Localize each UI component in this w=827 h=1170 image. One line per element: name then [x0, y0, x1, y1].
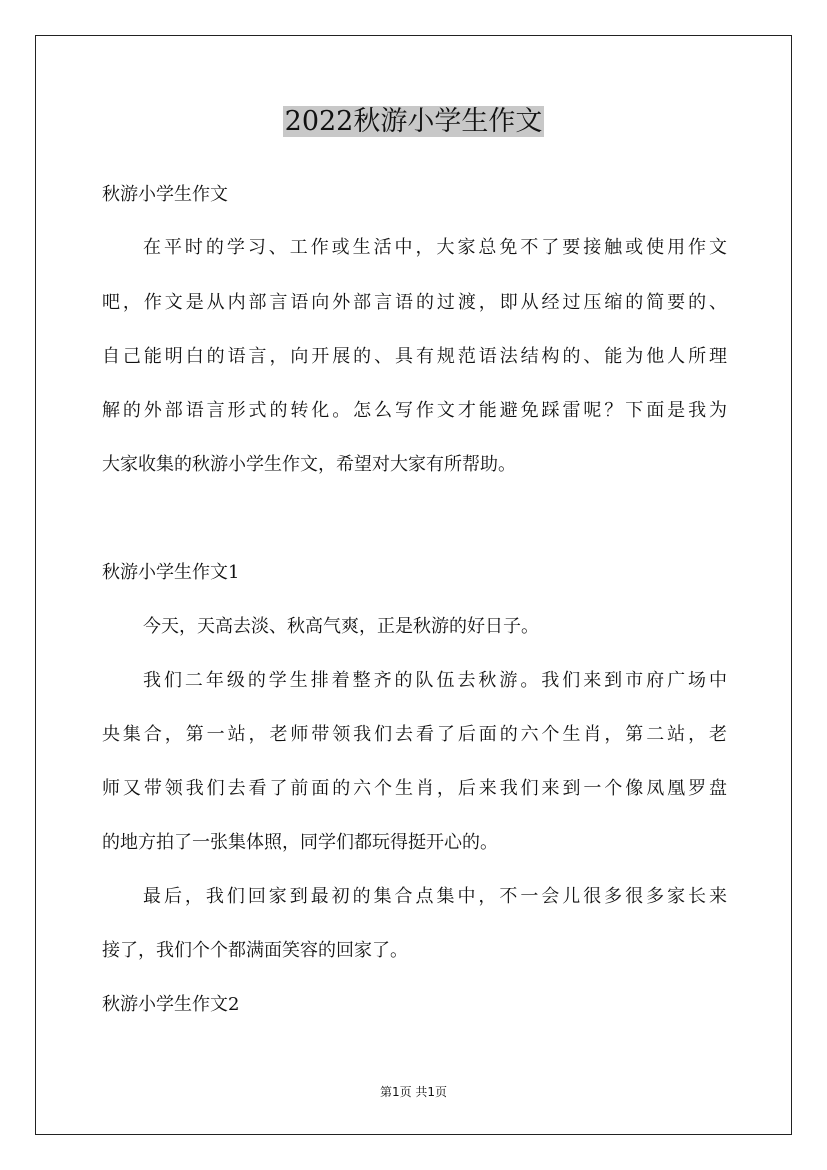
paragraph-line: 今天，天高去淡、秋高气爽，正是秋游的好日子。 [143, 616, 539, 637]
page-footer: 第1页 共1页 [379, 1085, 448, 1099]
paragraph-line: 的地方拍了一张集体照，同学们都玩得挺开心的。 [102, 832, 498, 853]
paragraph-line: 在平时的学习、工作或生活中，大家总免不了要接触或使用作文 [143, 237, 727, 258]
section-heading: 秋游小学生作文2 [102, 994, 240, 1015]
paragraph-line: 吧，作文是从内部言语向外部言语的过渡，即从经过压缩的简要的、 [102, 292, 727, 313]
paragraph-line: 自己能明白的语言，向开展的、具有规范语法结构的、能为他人所理 [102, 346, 727, 367]
paragraph-line: 解的外部语言形式的转化。怎么写作文才能避免踩雷呢？下面是我为 [102, 400, 727, 421]
paragraph-line: 大家收集的秋游小学生作文，希望对大家有所帮助。 [102, 454, 516, 475]
paragraph-line: 我们二年级的学生排着整齐的队伍去秋游。我们来到市府广场中 [143, 670, 727, 691]
paragraph-line: 最后，我们回家到最初的集合点集中，不一会儿很多很多家长来 [143, 886, 727, 907]
section-heading: 秋游小学生作文 [102, 184, 228, 205]
paragraph-line: 央集合，第一站，老师带领我们去看了后面的六个生肖，第二站，老 [102, 724, 727, 745]
paragraph-line: 接了，我们个个都满面笑容的回家了。 [102, 940, 408, 961]
paragraph-line: 师又带领我们去看了前面的六个生肖，后来我们来到一个像凤凰罗盘 [102, 778, 727, 799]
document-title [0, 100, 827, 144]
section-heading: 秋游小学生作文1 [102, 562, 240, 583]
document-title-text: 2022秋游小学生作文 [284, 106, 543, 137]
